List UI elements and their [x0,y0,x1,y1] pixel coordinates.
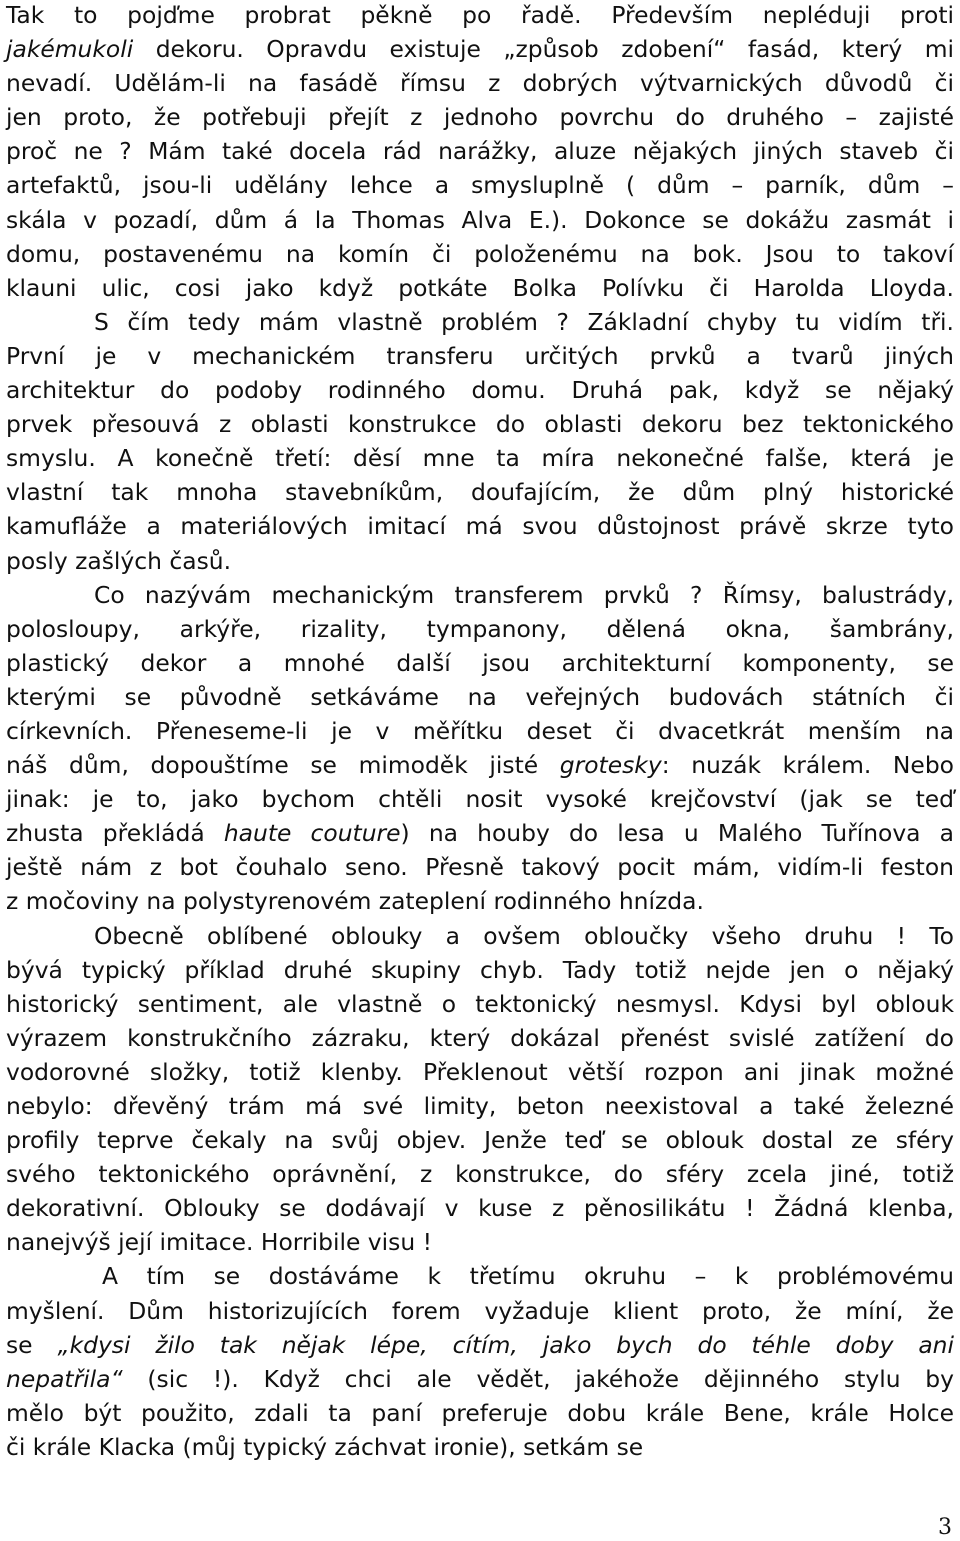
text-line: A tím se dostáváme k třetímu okruhu – k problémovému [102,1262,954,1291]
text-line: artefaktů, jsou-li udělány lehce a smysluplně ( dům – parník, dům – [6,171,954,200]
text-line: mělo být použito, zdali ta paní preferuje dobu krále Bene, krále Holce [6,1398,954,1427]
text-line: zhusta překládá haute couture) na houby do lesa u Malého Tuřínova a [6,819,954,848]
text-line: První je v mechanickém transferu určitých prvků a tvarů jiných [6,341,954,370]
text-line: vlastní tak mnoha stavebníkům, doufajícím, že dům plný historické [6,478,954,507]
text-line: prvek přesouvá z oblasti konstrukce do oblasti dekoru bez tektonického [6,410,954,439]
text-line: architektur do podoby rodinného domu. Druhá pak, když se nějaký [6,376,954,405]
text-line: plastický dekor a mnohé další jsou architekturní komponenty, se [6,648,954,677]
text-line: profily teprve čekaly na svůj objev. Jenže teď se oblouk dostal ze sféry [6,1126,954,1155]
text-line: nepatřila“ (sic !). Když chci ale vědět, jakéhože dějinného stylu by [6,1364,954,1393]
text-line: domu, postavenému na komín či položenému na bok. Jsou to takoví [6,239,954,268]
text-line: z močoviny na polystyrenovém zateplení rodinného hnízda. [6,887,704,916]
text-line: nevadí. Udělám-li na fasádě římsu z dobrých výtvarnických důvodů či [6,69,954,98]
text-line: myšlení. Dům historizujících forem vyžaduje klient proto, že míní, že [6,1296,954,1325]
text-line: jakémukoli dekoru. Opravdu existuje „způsob zdobení“ fasád, který mi [6,35,954,64]
text-line: kamufláže a materiálových imitací má svou důstojnost právě skrze tyto [6,512,954,541]
italic-text: grotesky [559,751,662,780]
text-line: kterými se původně setkáváme na veřejných budovách státních či [6,682,954,711]
text-line: náš dům, dopouštíme se mimoděk jisté grotesky: nuzák králem. Nebo [6,751,954,780]
text-line: smyslu. A konečně třetí: děsí mne ta míra nekonečné falše, která je [6,444,954,473]
text-line: dekorativní. Oblouky se dodávají v kuse z pěnosilikátu ! Žádná klenba, [6,1194,954,1223]
italic-text: haute couture [223,819,401,848]
text-line: bývá typický příklad druhé skupiny chyb. Tady totiž nejde jen o nějaký [6,955,954,984]
text-line: Obecně oblíbené oblouky a ovšem obloučky všeho druhu ! To [94,921,954,950]
text-line: nanejvýš její imitace. Horribile visu ! [6,1228,432,1257]
text-line: výrazem konstrukčního zázraku, který dokázal přenést svislé zatížení do [6,1023,954,1052]
text-line: historický sentiment, ale vlastně o tektonický nesmysl. Kdysi byl oblouk [6,989,954,1018]
text-line: Co nazývám mechanickým transferem prvků ? Římsy, balustrády, [94,580,954,609]
text-line: se „kdysi žilo tak nějak lépe, cítím, jako bych do téhle doby ani [6,1330,955,1359]
text-line: polosloupy, arkýře, rizality, tympanony, dělená okna, šambrány, [6,614,954,643]
document-body [6,0,954,1464]
text-line: nebylo: dřevěný trám má své limity, beton neexistoval a také železné [6,1092,954,1120]
text-line: posly zašlých časů. [6,546,232,575]
page-number: 3 [938,1515,952,1540]
text-line: jinak: je to, jako bychom chtěli nosit vysoké krejčovství (jak se teď [6,785,954,814]
text-line: svého tektonického oprávnění, z konstrukce, do sféry zcela jiné, totiž [6,1160,954,1189]
text-line: klauni ulic, cosi jako když potkáte Bolka Polívku či Harolda Lloyda. [6,273,954,302]
text-line: proč ne ? Mám také docela rád narážky, aluze nějakých jiných staveb či [6,137,954,166]
text-line: či krále Klacka (můj typický záchvat ironie), setkám se [6,1432,644,1461]
text-line: jen proto, že potřebuji přejít z jednoho povrchu do druhého – zajisté [6,103,954,132]
italic-text: jakémukoli [6,35,134,64]
italic-text: „kdysi žilo tak nějak lépe, cítím, jako bych do téhle doby ani [57,1330,955,1359]
text-line: Tak to pojďme probrat pěkně po řadě. Především nepléduji proti [6,1,954,29]
italic-text: nepatřila“ [6,1364,123,1393]
text-line: vodorovné složky, totiž klenby. Překlenout větší rozpon ani jinak možné [6,1057,954,1086]
text-line: ještě nám z bot čouhalo seno. Přesně takový pocit mám, vidím-li feston [6,853,954,882]
text-line: skála v pozadí, dům á la Thomas Alva E.). Dokonce se dokážu zasmát i [6,205,954,234]
text-line: církevních. Přeneseme-li je v měřítku deset či dvacetkrát menším na [6,716,954,745]
text-line: S čím tedy mám vlastně problém ? Základní chyby tu vidím tři. [94,307,954,336]
